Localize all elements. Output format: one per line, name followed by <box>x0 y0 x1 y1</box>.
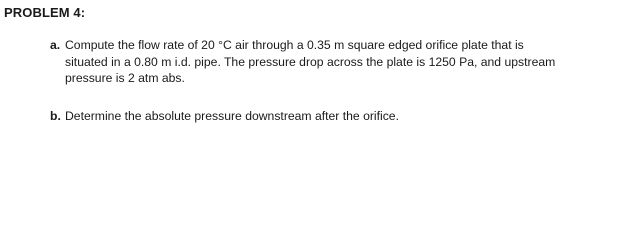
part-a-text <box>65 37 615 87</box>
part-b <box>50 108 615 125</box>
problem-parts <box>50 37 615 124</box>
part-a-line-1: Compute the flow rate of 20 °C air through a 0.35 m square edged orifice plate that is <box>65 38 524 52</box>
part-a-line-3: pressure is 2 atm abs. <box>65 71 185 85</box>
part-a-line-2: situated in a 0.80 m i.d. pipe. The pressure drop across the plate is 1250 Pa, and upstream <box>65 54 556 69</box>
problem-title: PROBLEM 4: <box>4 5 86 20</box>
part-b-marker: b. <box>50 108 61 123</box>
part-a-marker: a. <box>50 38 61 52</box>
part-b-line-1: Determine the absolute pressure downstream after the orifice. <box>65 108 399 123</box>
part-a <box>50 37 615 87</box>
part-b-text <box>65 108 615 125</box>
